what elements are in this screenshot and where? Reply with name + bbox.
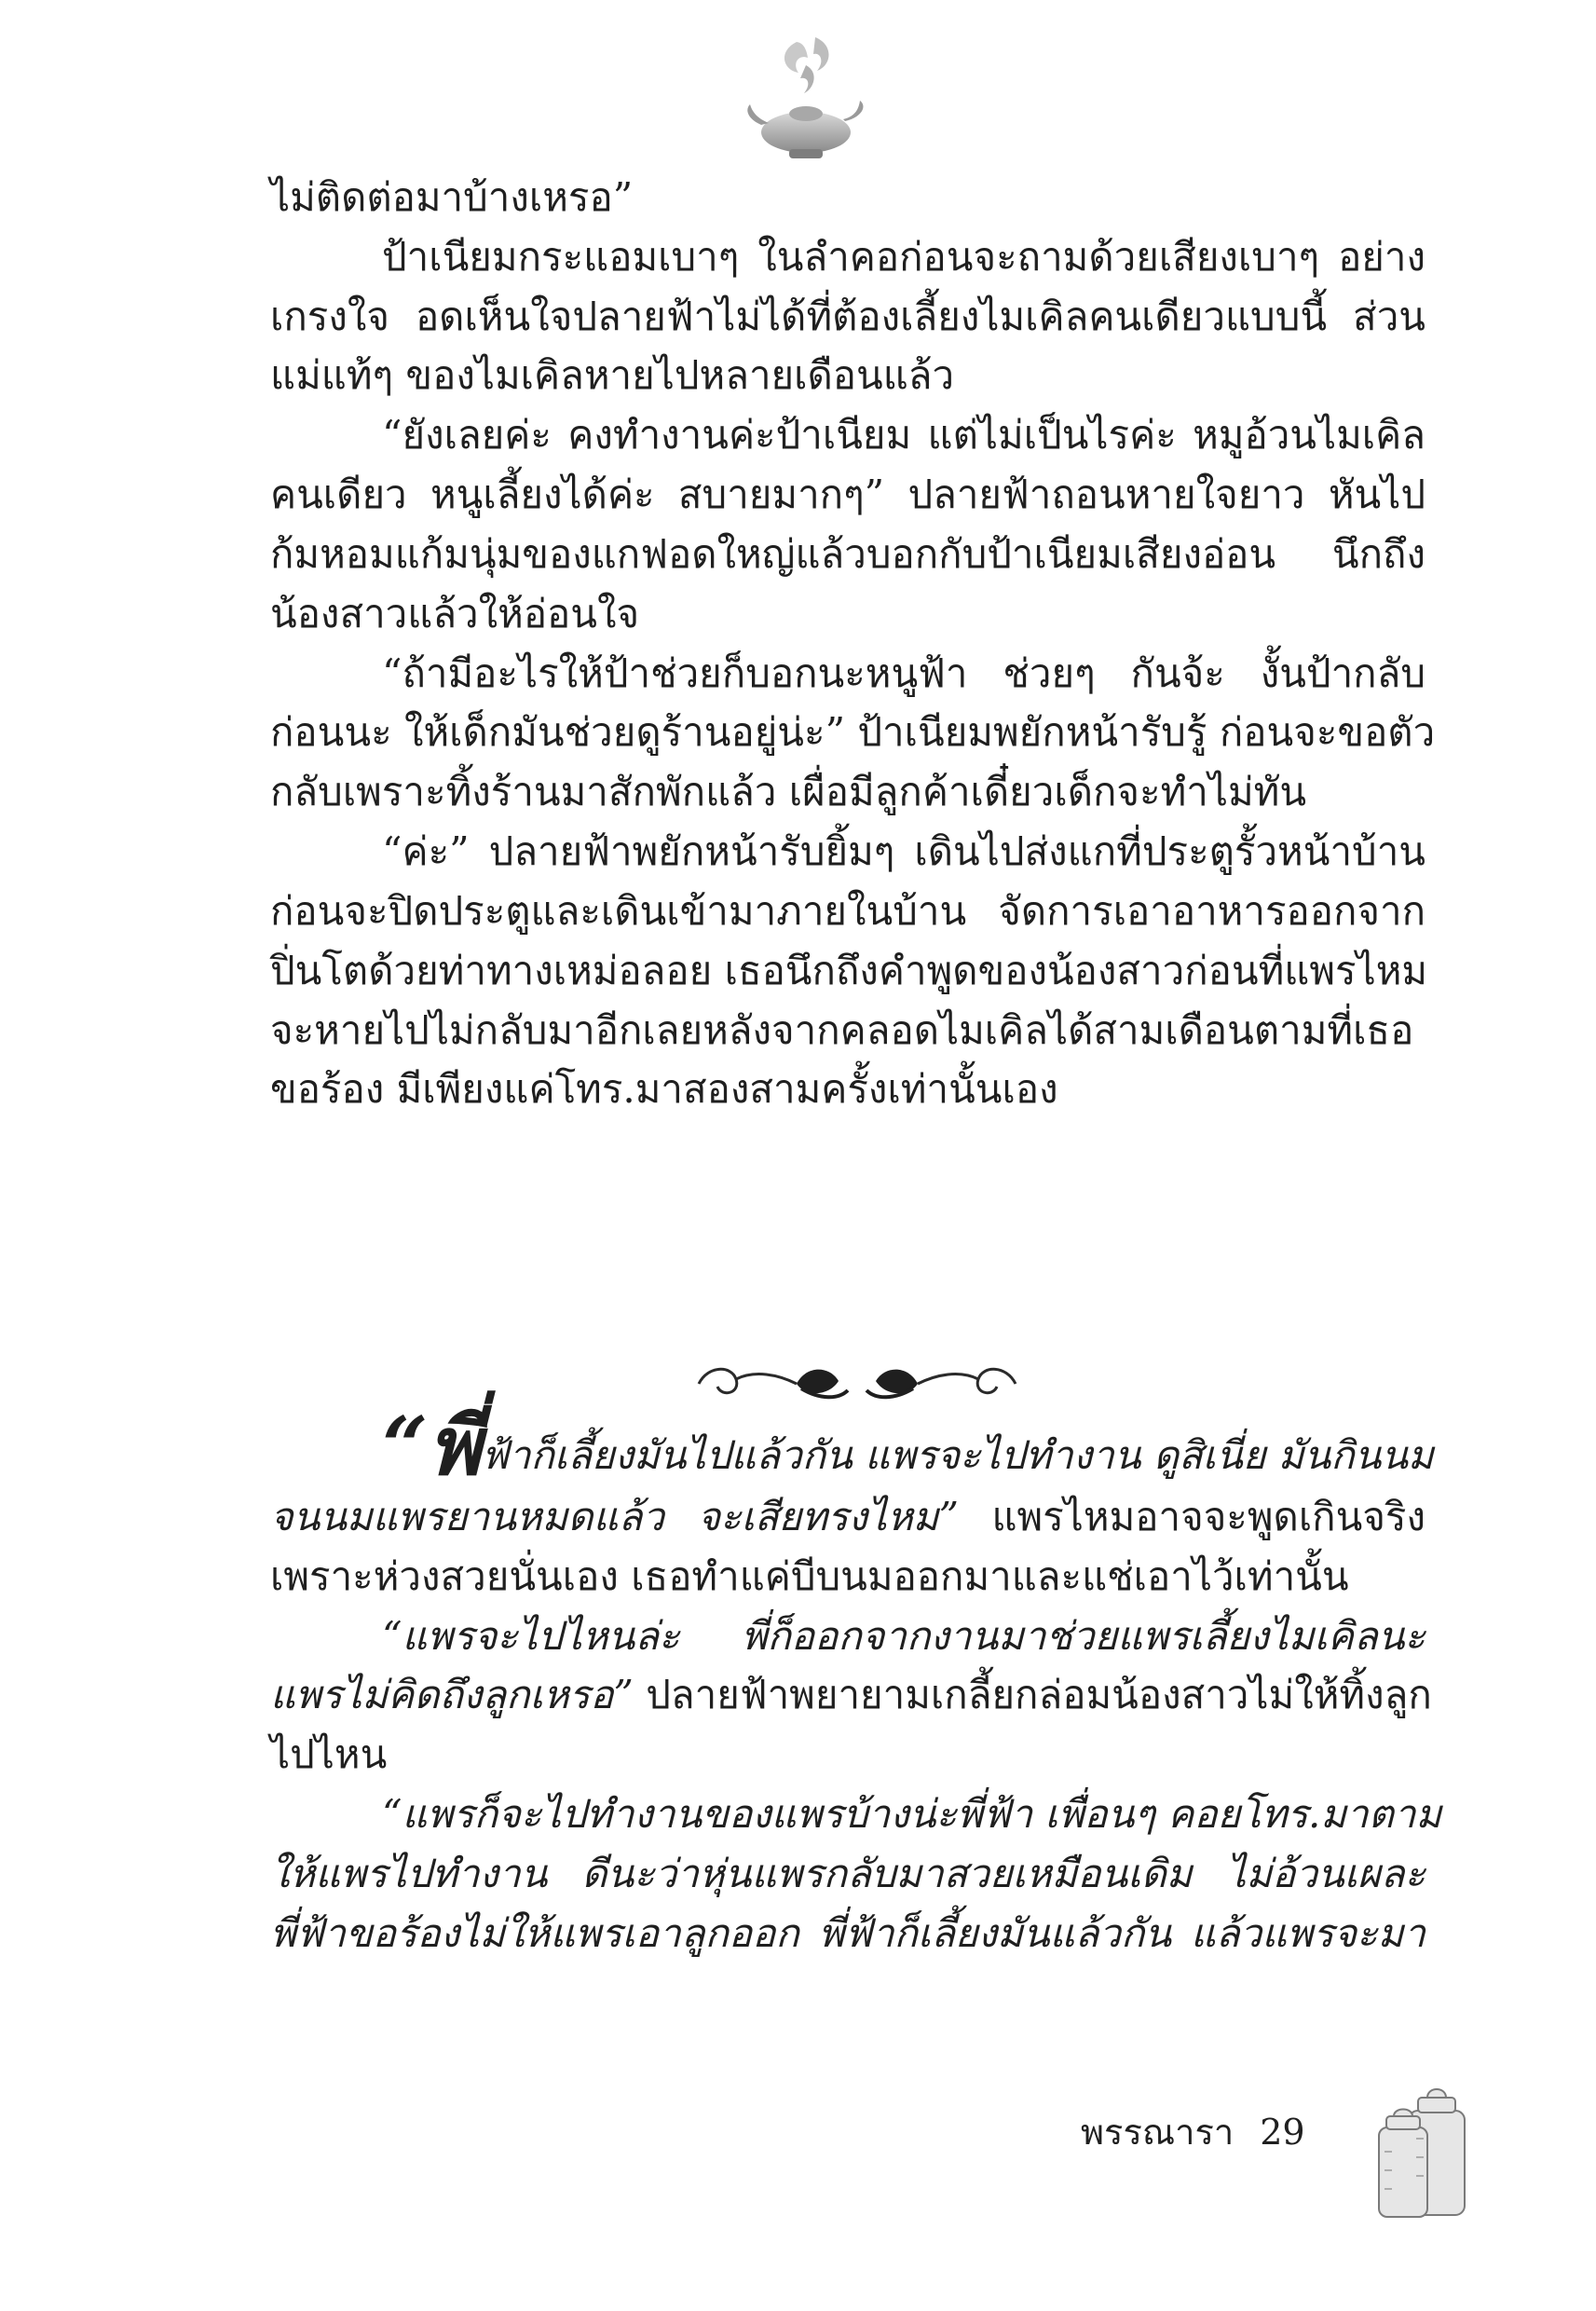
dialogue-text: ฟ้าก็เลี้ยงมันไปแล้วกัน แพรจะไปทำงาน ดูสิเนี่ย มันกินนม	[481, 1432, 1434, 1478]
book-title: พรรณารา	[1081, 2112, 1235, 2153]
text-line: พี่ฟ้าขอร้องไม่ให้แพรเอาลูกออก พี่ฟ้าก็เลี้ยงมันแล้วกัน แล้วแพรจะมา	[270, 1909, 1425, 1956]
text-line: กลับเพราะทิ้งร้านมาสักพักแล้ว เผื่อมีลูกค้าเดี๋ยวเด็กจะทำไม่ทัน	[270, 769, 1307, 815]
baby-bottles-icon	[1370, 2083, 1481, 2222]
dialogue-text: แพรไม่คิดถึงลูกเหรอ”	[270, 1672, 634, 1718]
text-line: ก่อนนะ ให้เด็กมันช่วยดูร้านอยู่น่ะ” ป้าเนียมพยักหน้ารับรู้ ก่อนจะขอตัว	[270, 709, 1436, 756]
text-line	[270, 1487, 1425, 1547]
text-line	[270, 1400, 1434, 1494]
body-text-top	[270, 168, 1436, 1119]
text-line: ก่อนจะปิดประตูและเดินเข้ามาภายในบ้าน จัดการเอาอาหารออกจาก	[270, 887, 1425, 934]
text-line: “ค่ะ” ปลายฟ้าพยักหน้ารับยิ้มๆ เดินไปส่งแกที่ประตูรั้วหน้าบ้าน	[382, 828, 1425, 875]
text-line: ป้าเนียมกระแอมเบาๆ ในลำคอก่อนจะถามด้วยเสียงเบาๆ อย่าง	[382, 233, 1425, 280]
text-line: เกรงใจ อดเห็นใจปลายฟ้าไม่ได้ที่ต้องเลี้ยงไมเคิลคนเดียวแบบนี้ ส่วน	[270, 293, 1425, 339]
drop-cap: “พี่	[382, 1400, 482, 1494]
text-line: “ถ้ามีอะไรให้ป้าช่วยก็บอกนะหนูฟ้า ช่วยๆ กันจ้ะ งั้นป้ากลับ	[382, 650, 1425, 696]
text-line: แม่แท้ๆ ของไมเคิลหายไปหลายเดือนแล้ว	[270, 352, 955, 399]
text-line: ให้แพรไปทำงาน ดีนะว่าหุ่นแพรกลับมาสวยเหมือนเดิม ไม่อ้วนเผละ	[270, 1850, 1425, 1896]
dialogue-text: จนนมแพรยานหมดแล้ว จะเสียทรงไหม”	[270, 1494, 959, 1539]
body-text-bottom	[270, 1400, 1442, 1963]
text-line: ขอร้อง มีเพียงแค่โทร.มาสองสามครั้งเท่านั้นเอง	[270, 1066, 1058, 1113]
text-line: เพราะห่วงสวยนั่นเอง เธอทำแค่บีบนมออกมาและแช่เอาไว้เท่านั้น	[270, 1552, 1349, 1599]
text-line	[270, 1665, 1432, 1725]
text-line: น้องสาวแล้วให้อ่อนใจ	[270, 590, 640, 636]
genie-lamp-emblem-icon	[741, 28, 871, 177]
narration-text: แพรไหมอาจจะพูดเกินจริง	[958, 1494, 1425, 1539]
narration-text: ปลายฟ้าพยายามเกลี้ยกล่อมน้องสาวไม่ให้ทิ้งลูก	[633, 1672, 1432, 1718]
text-line: ไปไหน	[270, 1731, 388, 1778]
text-line: คนเดียว หนูเลี้ยงได้ค่ะ สบายมากๆ” ปลายฟ้าถอนหายใจยาว หันไป	[270, 472, 1425, 518]
text-line: จะหายไปไม่กลับมาอีกเลยหลังจากคลอดไมเคิลได้สามเดือนตามที่เธอ	[270, 1006, 1414, 1053]
text-line: “ยังเลยค่ะ คงทำงานค่ะป้าเนียม แต่ไม่เป็นไรค่ะ หมูอ้วนไมเคิล	[382, 412, 1425, 458]
text-line: “แพรก็จะไปทำงานของแพรบ้างน่ะพี่ฟ้า เพื่อนๆ คอยโทร.มาตาม	[382, 1791, 1442, 1838]
text-line: ปิ่นโตด้วยท่าทางเหม่อลอย เธอนึกถึงคำพูดของน้องสาวก่อนที่แพรไหม	[270, 947, 1428, 993]
text-line: ไม่ติดต่อมาบ้างเหรอ”	[270, 174, 634, 220]
text-line: ก้มหอมแก้มนุ่มของแกฟอดใหญ่แล้วบอกกับป้าเนียมเสียงอ่อน นึกถึง	[270, 530, 1425, 577]
running-footer	[1081, 2103, 1305, 2160]
page-number: 29	[1260, 2112, 1305, 2153]
dialogue-text: “แพรจะไปไหนล่ะ พี่ก็ออกจากงานมาช่วยแพรเลี้ยงไมเคิลนะ	[382, 1612, 1425, 1659]
text-line	[270, 1607, 1425, 1666]
